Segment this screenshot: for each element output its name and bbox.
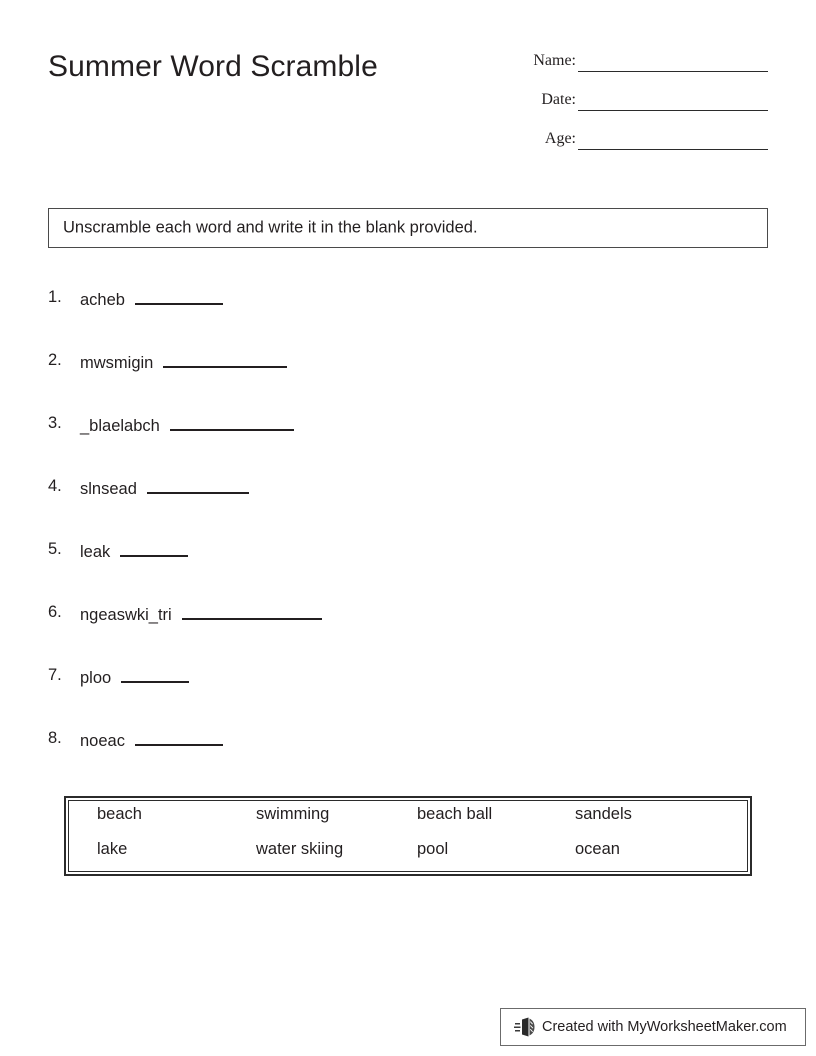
word-bank-row — [69, 805, 747, 840]
question-body — [80, 540, 188, 562]
worksheet-maker-logo-icon — [514, 1016, 536, 1038]
question-body — [80, 729, 223, 751]
scrambled-word: ngeaswki_tri — [80, 606, 172, 624]
word-bank-word: pool — [417, 840, 449, 858]
question-row — [0, 351, 816, 414]
word-bank-word: beach ball — [417, 805, 493, 823]
question-number: 8. — [48, 729, 62, 747]
scrambled-word: slnsead — [80, 480, 137, 498]
word-bank-inner — [68, 800, 748, 872]
date-field-row — [500, 87, 772, 126]
question-list — [0, 288, 816, 792]
answer-blank[interactable] — [147, 477, 249, 494]
date-input-line[interactable] — [578, 110, 768, 111]
scrambled-word: ploo — [80, 669, 112, 687]
question-row — [0, 603, 816, 666]
word-bank-row — [69, 840, 747, 875]
question-row — [0, 666, 816, 729]
scrambled-word: mwsmigin — [80, 354, 154, 372]
question-number: 6. — [48, 603, 62, 621]
word-bank-word: water skiing — [256, 840, 344, 858]
question-body — [80, 288, 223, 310]
instruction-box — [48, 208, 768, 248]
answer-blank[interactable] — [163, 351, 287, 368]
word-bank-word: sandels — [575, 805, 632, 823]
date-field-label: Date: — [541, 91, 576, 108]
scrambled-word: noeac — [80, 732, 125, 750]
word-bank — [64, 796, 752, 876]
question-body — [80, 477, 249, 499]
question-row — [0, 729, 816, 792]
question-row — [0, 414, 816, 477]
question-row — [0, 477, 816, 540]
created-with-label: Created with MyWorksheetMaker.com — [542, 1019, 787, 1035]
question-number: 2. — [48, 351, 62, 369]
question-body — [80, 351, 287, 373]
question-row — [0, 540, 816, 603]
word-bank-word: lake — [97, 840, 128, 858]
question-number: 3. — [48, 414, 62, 432]
age-field-label: Age: — [544, 130, 576, 147]
name-input-line[interactable] — [578, 71, 768, 72]
answer-blank[interactable] — [170, 414, 294, 431]
question-number: 5. — [48, 540, 62, 558]
student-info-fields — [500, 48, 772, 165]
answer-blank[interactable] — [135, 288, 223, 305]
question-number: 7. — [48, 666, 62, 684]
answer-blank[interactable] — [135, 729, 223, 746]
question-row — [0, 288, 816, 351]
word-bank-word: beach — [97, 805, 142, 823]
answer-blank[interactable] — [120, 540, 188, 557]
question-body — [80, 666, 189, 688]
answer-blank[interactable] — [182, 603, 322, 620]
name-field-row — [500, 48, 772, 87]
question-body — [80, 414, 294, 436]
question-body — [80, 603, 322, 625]
scrambled-word: _blaelabch — [80, 417, 160, 435]
page-title: Summer Word Scramble — [48, 50, 378, 83]
worksheet-header — [0, 0, 816, 185]
name-field-label: Name: — [533, 52, 576, 69]
created-with-badge[interactable] — [500, 1008, 806, 1046]
age-input-line[interactable] — [578, 149, 768, 150]
instruction-text: Unscramble each word and write it in the blank provided. — [63, 218, 478, 237]
question-number: 1. — [48, 288, 62, 306]
scrambled-word: acheb — [80, 291, 125, 309]
question-number: 4. — [48, 477, 62, 495]
word-bank-word: ocean — [575, 840, 620, 858]
answer-blank[interactable] — [121, 666, 189, 683]
scrambled-word: leak — [80, 543, 111, 561]
age-field-row — [500, 126, 772, 165]
word-bank-word: swimming — [256, 805, 330, 823]
